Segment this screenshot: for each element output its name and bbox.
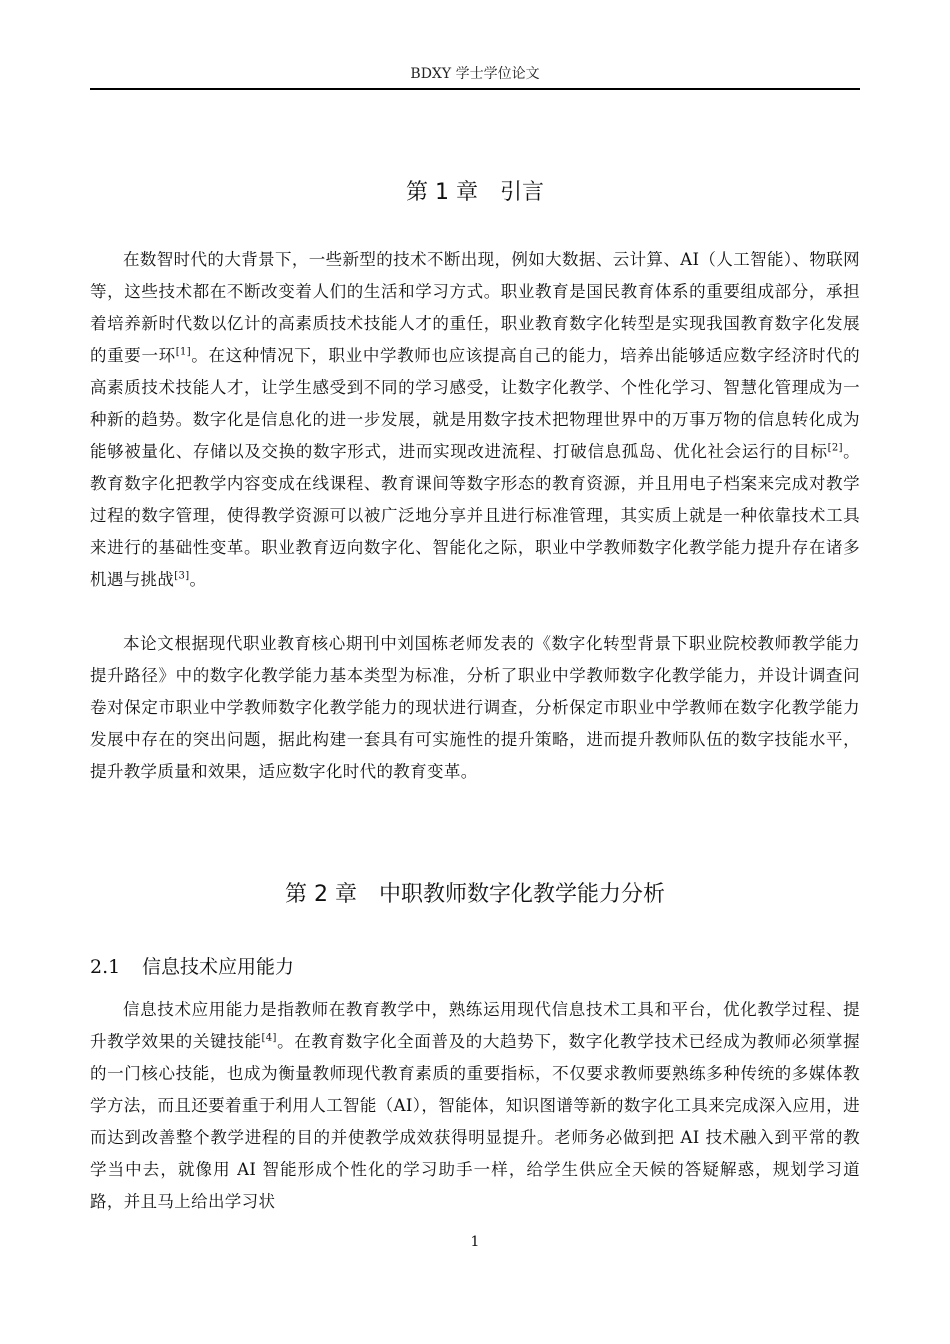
page-number: 1 — [470, 1234, 480, 1250]
section-2-1-heading — [90, 954, 860, 980]
section-2-1-number: 2.1 — [90, 956, 121, 978]
citation-marker: [2] — [827, 442, 843, 454]
citation-marker: [3] — [174, 570, 190, 582]
section-2-1-paragraph-1 — [90, 994, 860, 1218]
paragraph-text: 。在教育数字化全面普及的大趋势下，数字化教学技术已经成为教师必须掌握的一门核心技能，也成为衡量教师现代教育素质的重要指标，不仅要求教师要熟练多种传统的多媒体教学方法，而且还要着重于利用人工智能（AI），智能体，知识图谱等新的数字化工具来完成深入应用，进而达到改善整个教学进程的目的并使教学成效获得明显提升。老师务必做到把 AI 技术融入到平常的教学当中去，就像用 AI 智能形成个性化的学习助手一样，给学生供应全天候的答疑解惑，规划学习道路，并且马上给出学习状 — [90, 1032, 861, 1211]
paragraph-text: 信息技术应用能力是指教师在教育教学中，熟练运用现代信息技术工具和平台，优化教学过程、提升教学效果的关键技能 — [90, 1000, 860, 1051]
header-divider — [90, 88, 860, 90]
paragraph-text: 。 — [189, 570, 207, 589]
chapter-1-number: 第 1 章 — [406, 180, 478, 205]
paragraph-text: 本论文根据现代职业教育核心期刊中刘国栋老师发表的《数字化转型背景下职业院校教师教学能力提升路径》中的数字化教学能力基本类型为标准，分析了职业中学教师数字化教学能力，并设计调查问卷对保定市职业中学教师数字化教学能力的现状进行调查，分析保定市职业中学教师在数字化教学能力发展中存在的突出问题，据此构建一套具有可实施性的提升策略，进而提升教师队伍的数字技能水平，提升教学质量和效果，适应数字化时代的教育变革。 — [90, 634, 860, 781]
citation-marker: [1] — [175, 346, 191, 358]
chapter-1-paragraph-1 — [90, 244, 860, 596]
section-2-1-title: 信息技术应用能力 — [142, 956, 295, 978]
chapter-1-heading — [90, 178, 860, 208]
paragraph-text: 。在这种情况下，职业中学教师也应该提高自己的能力，培养出能够适应数字经济时代的高素质技术技能人才，让学生感受到不同的学习感受，让数字化教学、个性化学习、智慧化管理成为一种新的趋势。数字化是信息化的进一步发展，就是用数字技术把物理世界中的万事万物的信息转化成为能够被量化、存储以及交换的数字形式，进而实现改进流程、打破信息孤岛、优化社会运行的目标 — [90, 346, 861, 461]
chapter-2-title: 中职教师数字化教学能力分析 — [378, 882, 665, 907]
chapter-2-heading — [90, 880, 860, 910]
paragraph-text: 在数智时代的大背景下，一些新型的技术不断出现，例如大数据、云计算、AI（人工智能）、物联网等，这些技术都在不断改变着人们的生活和学习方式。职业教育是国民教育体系的重要组成部分，承担着培养新时代数以亿计的高素质技术技能人才的重任，职业教育数字化转型是实现我国教育数字化发展的重要一环 — [90, 250, 860, 365]
running-header: BDXY 学士学位论文 — [410, 66, 540, 82]
chapter-2-number: 第 2 章 — [285, 882, 357, 907]
paragraph-text: 。教育数字化把教学内容变成在线课程、教育课间等数字形态的教育资源，并且用电子档案来完成对教学过程的数字管理，使得教学资源可以被广泛地分享并且进行标准管理，其实质上就是一种依靠技术工具来进行的基础性变革。职业教育迈向数字化、智能化之际，职业中学教师数字化教学能力提升存在诸多机遇与挑战 — [90, 442, 860, 589]
citation-marker: [4] — [261, 1032, 277, 1044]
chapter-1-paragraph-2 — [90, 628, 860, 788]
chapter-1-title: 引言 — [499, 180, 544, 205]
